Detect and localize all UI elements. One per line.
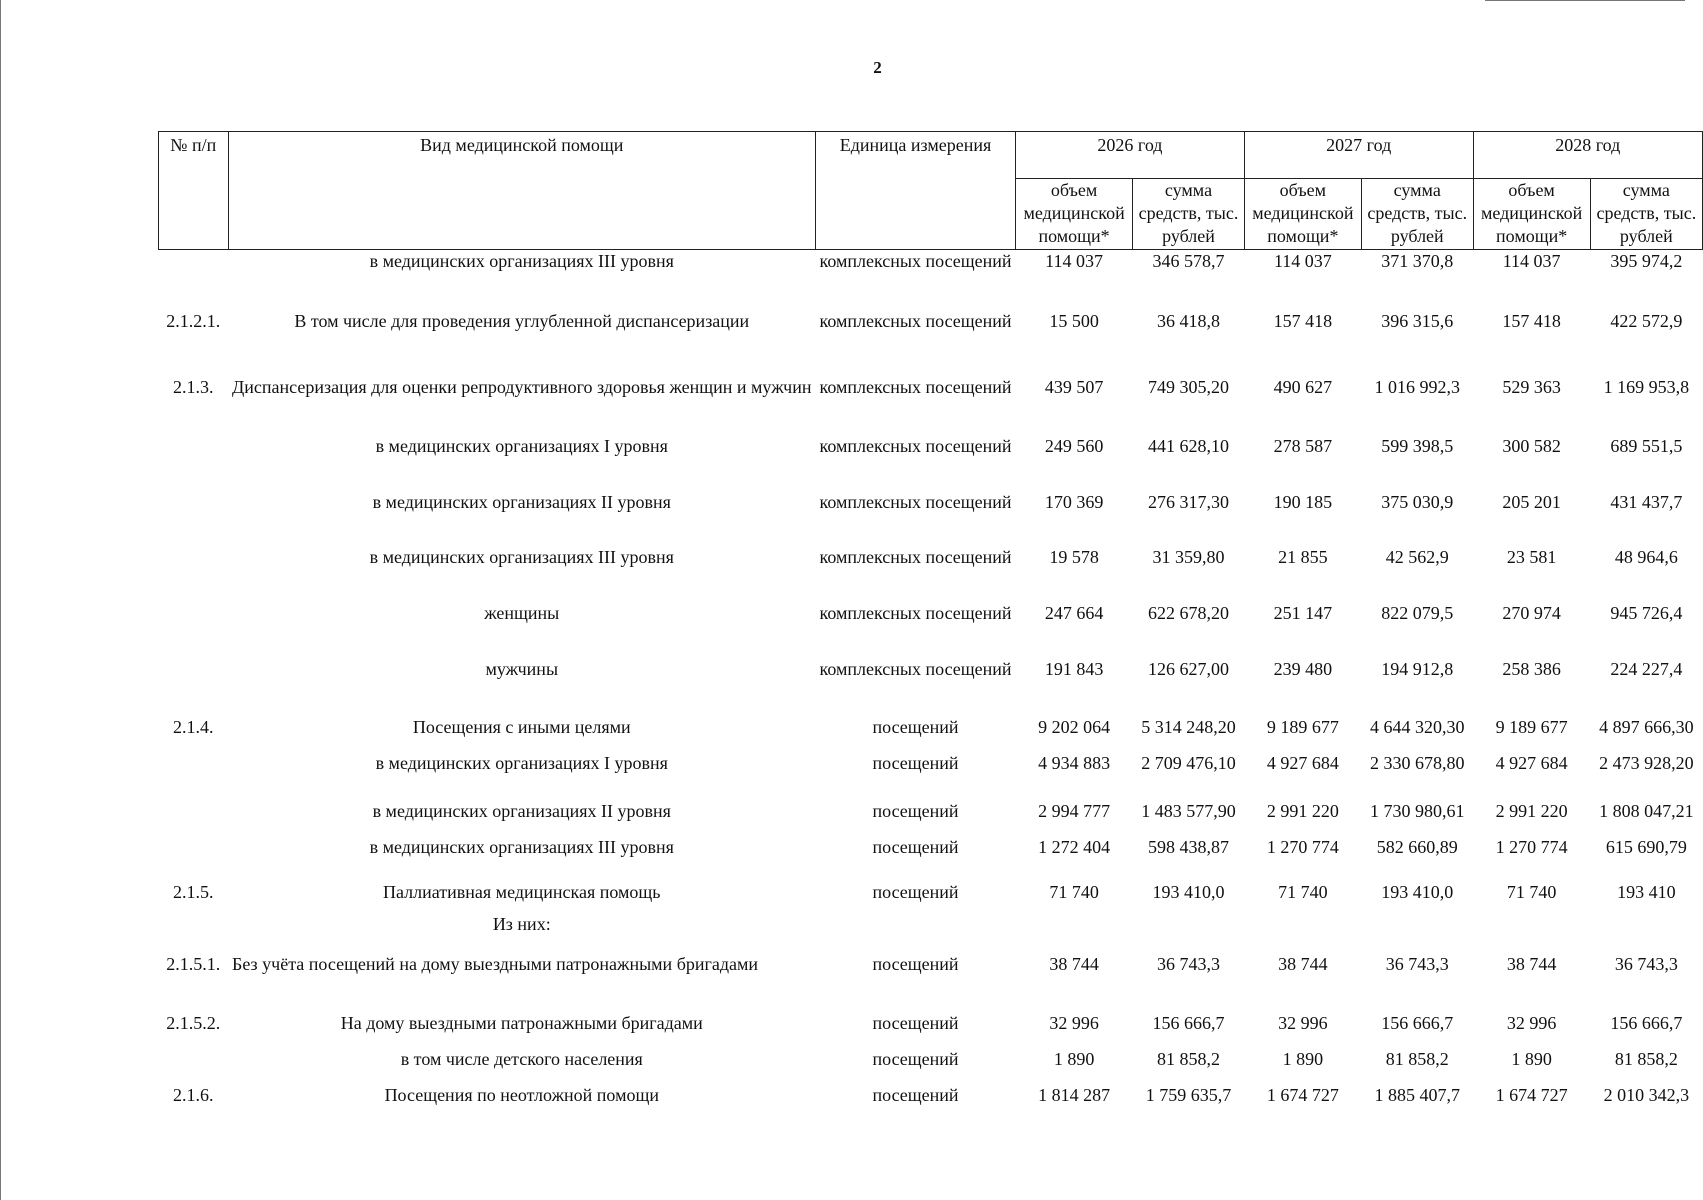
table-row <box>159 1084 1703 1120</box>
volume-2028: 1 270 774 <box>1495 836 1568 857</box>
sum-2026: 193 410,0 <box>1152 881 1225 902</box>
table-row <box>159 881 1703 913</box>
sum-2026: 5 314 248,20 <box>1141 716 1236 737</box>
volume-2027: 4 927 684 <box>1266 752 1339 773</box>
sum-2027: 36 743,3 <box>1385 953 1449 974</box>
volume-2027: 490 627 <box>1273 376 1333 397</box>
sum-2028: 615 690,79 <box>1605 836 1687 857</box>
table-header <box>159 132 1703 250</box>
volume-2026: 247 664 <box>1044 602 1104 623</box>
sum-2028: 2 473 928,20 <box>1599 752 1694 773</box>
volume-2028 <box>1473 913 1590 953</box>
row-unit: посещений <box>872 1048 959 1069</box>
sum-2027: 822 079,5 <box>1381 602 1454 623</box>
volume-2026: 191 843 <box>1044 658 1104 679</box>
volume-2026: 1 272 404 <box>1038 836 1111 857</box>
row-unit: комплексных посещений <box>819 376 1012 397</box>
row-number: 2.1.3. <box>173 376 214 397</box>
row-unit: комплексных посещений <box>819 310 1012 331</box>
row-unit: посещений <box>872 836 959 857</box>
volume-2028: 114 037 <box>1502 251 1561 271</box>
table-row <box>159 310 1703 376</box>
volume-2026 <box>1016 913 1133 953</box>
sum-2026: 2 709 476,10 <box>1141 752 1236 773</box>
row-unit: посещений <box>872 752 959 773</box>
header-volume: объем медицинской помощи* <box>1016 179 1133 250</box>
row-unit: комплексных посещений <box>819 435 1012 456</box>
row-unit: комплексных посещений <box>819 251 1012 271</box>
volume-2027: 9 189 677 <box>1266 716 1339 737</box>
row-name: в медицинских организациях III уровня <box>369 836 674 857</box>
sum-2028: 193 410 <box>1617 881 1676 902</box>
row-name: На дому выездными патронажными бригадами <box>340 1012 703 1033</box>
medical-care-table <box>158 131 1703 1120</box>
table-row <box>159 913 1703 953</box>
row-number <box>159 435 229 491</box>
sum-2026: 622 678,20 <box>1147 602 1229 623</box>
row-name: Диспансеризация для оценки репродуктивного здоровья женщин и мужчин <box>232 376 812 397</box>
volume-2028: 38 744 <box>1506 953 1557 974</box>
table-body <box>159 250 1703 1120</box>
sum-2028: 431 437,7 <box>1610 491 1683 512</box>
table-row <box>159 546 1703 602</box>
sum-2027: 193 410,0 <box>1381 881 1454 902</box>
row-number: 2.1.2.1. <box>166 310 221 331</box>
volume-2027: 190 185 <box>1273 491 1333 512</box>
row-unit: комплексных посещений <box>819 491 1012 512</box>
top-scan-edge <box>1485 0 1685 1</box>
sum-2026: 598 438,87 <box>1147 836 1229 857</box>
sum-2026: 1 483 577,90 <box>1141 800 1236 821</box>
header-sum: сумма средств, тыс. рублей <box>1361 179 1473 250</box>
row-number <box>159 1048 229 1084</box>
volume-2027: 1 890 <box>1282 1048 1324 1069</box>
row-name: в медицинских организациях III уровня <box>369 251 674 271</box>
sum-2028: 48 964,6 <box>1614 546 1678 567</box>
volume-2027: 38 744 <box>1278 953 1328 974</box>
sum-2026: 36 418,8 <box>1156 310 1220 331</box>
row-unit: посещений <box>872 881 959 902</box>
row-name: Посещения по неотложной помощи <box>384 1084 659 1105</box>
sum-2026: 81 858,2 <box>1156 1048 1220 1069</box>
volume-2028: 157 418 <box>1502 310 1561 331</box>
volume-2027: 114 037 <box>1273 251 1332 271</box>
sum-2026: 1 759 635,7 <box>1145 1084 1232 1105</box>
row-unit: посещений <box>872 1012 959 1033</box>
table-row <box>159 1012 1703 1048</box>
volume-2026: 71 740 <box>1049 881 1099 902</box>
sum-2027: 396 315,6 <box>1381 310 1454 331</box>
table-row <box>159 752 1703 800</box>
volume-2026: 4 934 883 <box>1038 752 1111 773</box>
volume-2027: 1 674 727 <box>1266 1084 1339 1105</box>
header-num: № п/п <box>159 132 229 250</box>
sum-2026: 276 317,30 <box>1147 491 1229 512</box>
volume-2027: 239 480 <box>1273 658 1333 679</box>
row-number <box>159 836 229 881</box>
row-name: в медицинских организациях II уровня <box>372 491 671 512</box>
sum-2027: 4 644 320,30 <box>1370 716 1465 737</box>
row-unit: комплексных посещений <box>819 658 1012 679</box>
volume-2026: 249 560 <box>1044 435 1104 456</box>
row-name: В том числе для проведения углубленной диспансеризации <box>294 310 750 331</box>
row-number: 2.1.5. <box>173 881 214 902</box>
sum-2027: 1 885 407,7 <box>1374 1084 1460 1105</box>
row-name: Посещения с иными целями <box>412 716 631 737</box>
row-number: 2.1.6. <box>173 1084 214 1105</box>
table-row <box>159 491 1703 546</box>
row-name: женщины <box>484 602 560 623</box>
row-unit <box>816 913 1016 953</box>
sum-2027: 582 660,89 <box>1376 836 1458 857</box>
row-unit: посещений <box>872 1084 959 1105</box>
sum-2028: 422 572,9 <box>1610 310 1683 331</box>
sum-2026: 31 359,80 <box>1152 546 1225 567</box>
sum-2026: 441 628,10 <box>1147 435 1229 456</box>
sum-2027 <box>1361 913 1473 953</box>
header-type: Вид медицинской помощи <box>228 132 816 250</box>
sum-2027: 194 912,8 <box>1381 658 1454 679</box>
header-volume: объем медицинской помощи* <box>1473 179 1590 250</box>
row-number <box>159 491 229 546</box>
volume-2026: 9 202 064 <box>1038 716 1111 737</box>
sum-2028: 1 169 953,8 <box>1603 376 1690 397</box>
row-number <box>159 602 229 658</box>
row-name: в медицинских организациях I уровня <box>375 752 668 773</box>
sum-2027: 375 030,9 <box>1381 491 1454 512</box>
table-row <box>159 716 1703 752</box>
header-unit: Единица измерения <box>816 132 1016 250</box>
row-number: 2.1.5.2. <box>166 1012 221 1033</box>
left-scan-edge <box>0 0 1 1200</box>
volume-2028: 270 974 <box>1502 602 1561 623</box>
sum-2028: 81 858,2 <box>1614 1048 1678 1069</box>
volume-2028: 300 582 <box>1502 435 1561 456</box>
row-number <box>159 752 229 800</box>
volume-2027: 251 147 <box>1273 602 1333 623</box>
volume-2028: 1 890 <box>1511 1048 1552 1069</box>
volume-2028: 4 927 684 <box>1495 752 1568 773</box>
row-name: Паллиативная медицинская помощь <box>383 881 661 902</box>
volume-2026: 439 507 <box>1044 376 1104 397</box>
table-row <box>159 376 1703 435</box>
volume-2028: 71 740 <box>1506 881 1557 902</box>
sum-2027: 371 370,8 <box>1381 251 1454 271</box>
row-number <box>159 800 229 836</box>
sum-2028: 156 666,7 <box>1610 1012 1683 1033</box>
table-row <box>159 658 1703 716</box>
volume-2026: 19 578 <box>1049 546 1099 567</box>
row-unit: посещений <box>872 953 959 974</box>
table-row <box>159 836 1703 881</box>
volume-2028: 9 189 677 <box>1495 716 1568 737</box>
volume-2026: 38 744 <box>1049 953 1099 974</box>
sum-2027: 81 858,2 <box>1385 1048 1449 1069</box>
sum-2028: 945 726,4 <box>1610 602 1683 623</box>
table-row <box>159 953 1703 1012</box>
row-number <box>159 546 229 602</box>
table-row <box>159 800 1703 836</box>
header-volume: объем медицинской помощи* <box>1244 179 1361 250</box>
sum-2026: 126 627,00 <box>1147 658 1229 679</box>
volume-2026: 1 890 <box>1053 1048 1095 1069</box>
volume-2026: 15 500 <box>1049 310 1099 331</box>
sum-2028: 689 551,5 <box>1610 435 1683 456</box>
volume-2026: 2 994 777 <box>1038 800 1111 821</box>
row-number <box>159 913 229 953</box>
volume-2027: 71 740 <box>1278 881 1328 902</box>
sum-2027: 599 398,5 <box>1381 435 1454 456</box>
sum-2027: 42 562,9 <box>1385 546 1449 567</box>
row-unit: посещений <box>872 716 959 737</box>
table-row <box>159 602 1703 658</box>
row-name: в том числе детского населения <box>400 1048 643 1069</box>
volume-2027 <box>1244 913 1361 953</box>
row-name: в медицинских организациях II уровня <box>372 800 671 821</box>
volume-2027: 32 996 <box>1278 1012 1328 1033</box>
header-sum: сумма средств, тыс. рублей <box>1133 179 1245 250</box>
row-name: Без учёта посещений на дому выездными патронажными бригадами <box>232 953 759 974</box>
volume-2028: 529 363 <box>1502 376 1561 397</box>
volume-2027: 1 270 774 <box>1266 836 1339 857</box>
sum-2028: 1 808 047,21 <box>1599 800 1694 821</box>
sum-2026 <box>1133 913 1245 953</box>
volume-2028: 32 996 <box>1506 1012 1557 1033</box>
page-number: 2 <box>873 58 882 77</box>
row-name: мужчины <box>485 658 559 679</box>
volume-2028: 2 991 220 <box>1495 800 1568 821</box>
row-unit: посещений <box>872 800 959 821</box>
sum-2027: 156 666,7 <box>1381 1012 1454 1033</box>
sum-2027: 1 730 980,61 <box>1370 800 1465 821</box>
row-unit: комплексных посещений <box>819 546 1012 567</box>
row-name: в медицинских организациях III уровня <box>369 546 674 567</box>
row-number: 2.1.4. <box>173 716 214 737</box>
header-year-2028: 2028 год <box>1473 132 1702 179</box>
sum-2028: 4 897 666,30 <box>1599 716 1694 737</box>
header-sum: сумма средств, тыс. рублей <box>1590 179 1702 250</box>
sum-2026: 156 666,7 <box>1152 1012 1225 1033</box>
sum-2028: 224 227,4 <box>1610 658 1683 679</box>
volume-2027: 278 587 <box>1273 435 1333 456</box>
row-number <box>159 250 229 310</box>
row-number <box>159 658 229 716</box>
row-unit: комплексных посещений <box>819 602 1012 623</box>
volume-2028: 23 581 <box>1506 546 1557 567</box>
row-number: 2.1.5.1. <box>166 953 221 974</box>
volume-2026: 114 037 <box>1045 251 1104 271</box>
volume-2028: 258 386 <box>1502 658 1561 679</box>
sum-2026: 36 743,3 <box>1156 953 1220 974</box>
table-row <box>159 250 1703 310</box>
sum-2028: 395 974,2 <box>1610 251 1683 271</box>
sum-2027: 2 330 678,80 <box>1370 752 1465 773</box>
volume-2027: 2 991 220 <box>1266 800 1339 821</box>
row-name: Из них: <box>492 913 551 934</box>
sum-2027: 1 016 992,3 <box>1374 376 1460 397</box>
sum-2028 <box>1590 913 1702 953</box>
sum-2028: 36 743,3 <box>1614 953 1678 974</box>
sum-2026: 749 305,20 <box>1147 376 1229 397</box>
volume-2027: 21 855 <box>1278 546 1328 567</box>
row-name: в медицинских организациях I уровня <box>375 435 668 456</box>
table-row <box>159 1048 1703 1084</box>
sum-2028: 2 010 342,3 <box>1603 1084 1690 1105</box>
volume-2026: 32 996 <box>1049 1012 1099 1033</box>
volume-2027: 157 418 <box>1273 310 1333 331</box>
volume-2026: 1 814 287 <box>1038 1084 1111 1105</box>
table-row <box>159 435 1703 491</box>
header-year-2027: 2027 год <box>1244 132 1473 179</box>
sum-2026: 346 578,7 <box>1152 251 1225 271</box>
volume-2028: 205 201 <box>1502 491 1561 512</box>
header-year-2026: 2026 год <box>1016 132 1245 179</box>
volume-2026: 170 369 <box>1044 491 1104 512</box>
volume-2028: 1 674 727 <box>1495 1084 1568 1105</box>
